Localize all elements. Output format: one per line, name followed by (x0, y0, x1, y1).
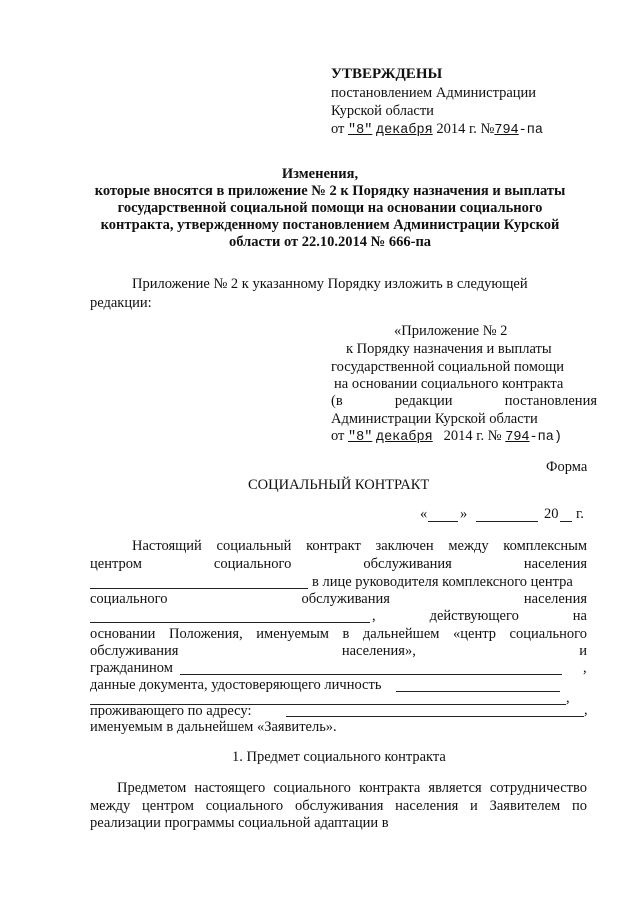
appendix-line-5 (331, 393, 597, 410)
appendix-line-6: Администрации Курской области (331, 411, 538, 427)
approval-line-1: постановлением Администрации (331, 85, 537, 101)
approval-title: УТВЕРЖДЕНЫ (331, 66, 443, 82)
appendix-line-3: государственной социальной помощи (331, 359, 565, 375)
appendix-date-prefix: от (331, 428, 345, 444)
approval-line-2: Курской области (331, 103, 434, 119)
citizen-comma: , (583, 660, 587, 676)
section-1-line-2 (90, 798, 587, 815)
body-line-4 (90, 591, 587, 608)
heading-line-2: государственной социальной помощи на основании социального (117, 200, 543, 216)
approval-year: 2014 г. (436, 121, 477, 137)
citizen-name-blank (180, 674, 562, 675)
appendix-line-2: к Порядку назначения и выплаты (346, 341, 552, 357)
address-comma: , (584, 702, 588, 718)
appendix-suffix: -па) (529, 430, 562, 445)
date-year-suffix: г. (576, 506, 584, 522)
appendix-day: "8" (348, 430, 373, 445)
approval-day: "8" (348, 123, 373, 138)
approval-number: 794 (494, 123, 519, 138)
intro-line-1: Приложение № 2 к указанному Порядку изложить в следующей (132, 276, 528, 292)
body-line-1 (132, 538, 587, 555)
id-document-blank (396, 691, 560, 692)
body-line-5 (372, 608, 587, 625)
appendix-month: декабря (375, 430, 433, 445)
body-line-7-text: обслуживания населения», и (90, 643, 587, 659)
appendix-line-1: «Приложение № 2 (394, 323, 508, 339)
section-1-line-1 (117, 780, 587, 797)
body-line-3: в лице руководителя комплексного центра (312, 574, 573, 590)
contract-date-line (420, 506, 590, 526)
date-day-blank (428, 521, 458, 522)
approval-suffix: -па (518, 123, 543, 138)
appendix-year: 2014 г. (443, 428, 485, 444)
id-document-comma: , (566, 690, 570, 706)
heading-line-3: контракта, утвержденному постановлением Администрации Курской (100, 217, 560, 233)
body-line-9: данные документа, удостоверяющего личность (90, 677, 382, 693)
body-line-1-text: Настоящий социальный контракт заключен между комплексным (132, 538, 587, 554)
appendix-date-line (331, 428, 562, 445)
head-name-blank (90, 622, 370, 623)
section-1-line-1-text: Предметом настоящего социального контракта является сотрудничество (117, 780, 587, 796)
approval-number-sign: № (480, 121, 495, 137)
date-year-prefix: 20 (544, 506, 559, 522)
address-blank (286, 716, 584, 717)
body-line-10: проживающего по адресу: (90, 703, 252, 719)
heading-line-4: области от 22.10.2014 № 666-па (228, 234, 432, 250)
section-1-line-3: реализации программы социальной адаптации в (90, 815, 389, 831)
approval-date-line (331, 121, 543, 138)
body-line-5-text: , действующего на (372, 608, 587, 624)
body-line-6 (90, 626, 587, 643)
body-line-2 (90, 556, 587, 573)
approval-date-prefix: от (331, 121, 349, 137)
appendix-number: 794 (505, 430, 530, 445)
intro-line-2: редакции: (90, 295, 152, 311)
appendix-number-sign: № (487, 428, 502, 444)
date-year-blank (560, 521, 572, 522)
body-line-4-text: социального обслуживания населения (90, 591, 587, 607)
center-name-blank (90, 588, 308, 589)
section-1-title: 1. Предмет социального контракта (232, 749, 446, 765)
body-line-8: гражданином (90, 660, 173, 676)
approval-month: декабря (375, 123, 433, 138)
section-1-line-2-text: между центром социального обслуживания населения и Заявителем по (90, 798, 587, 814)
date-month-blank (476, 521, 538, 522)
heading-title: Изменения, (281, 166, 359, 182)
contract-title: СОЦИАЛЬНЫЙ КОНТРАКТ (248, 477, 430, 493)
form-label: Форма (546, 459, 588, 475)
body-line-11: именуемым в дальнейшем «Заявитель». (90, 719, 337, 735)
appendix-line-5-text: (в редакции постановления (331, 393, 597, 409)
body-line-2-text: центром социального обслуживания населения (90, 556, 587, 572)
body-line-7 (90, 643, 587, 660)
body-line-6-text: основании Положения, именуемым в дальнейшем «центр социального (90, 626, 587, 642)
date-open-quote: « (420, 506, 428, 522)
appendix-line-4: на основании социального контракта (334, 376, 564, 392)
date-close-quote: » (460, 506, 468, 522)
heading-line-1: которые вносятся в приложение № 2 к Порядку назначения и выплаты (94, 183, 566, 199)
